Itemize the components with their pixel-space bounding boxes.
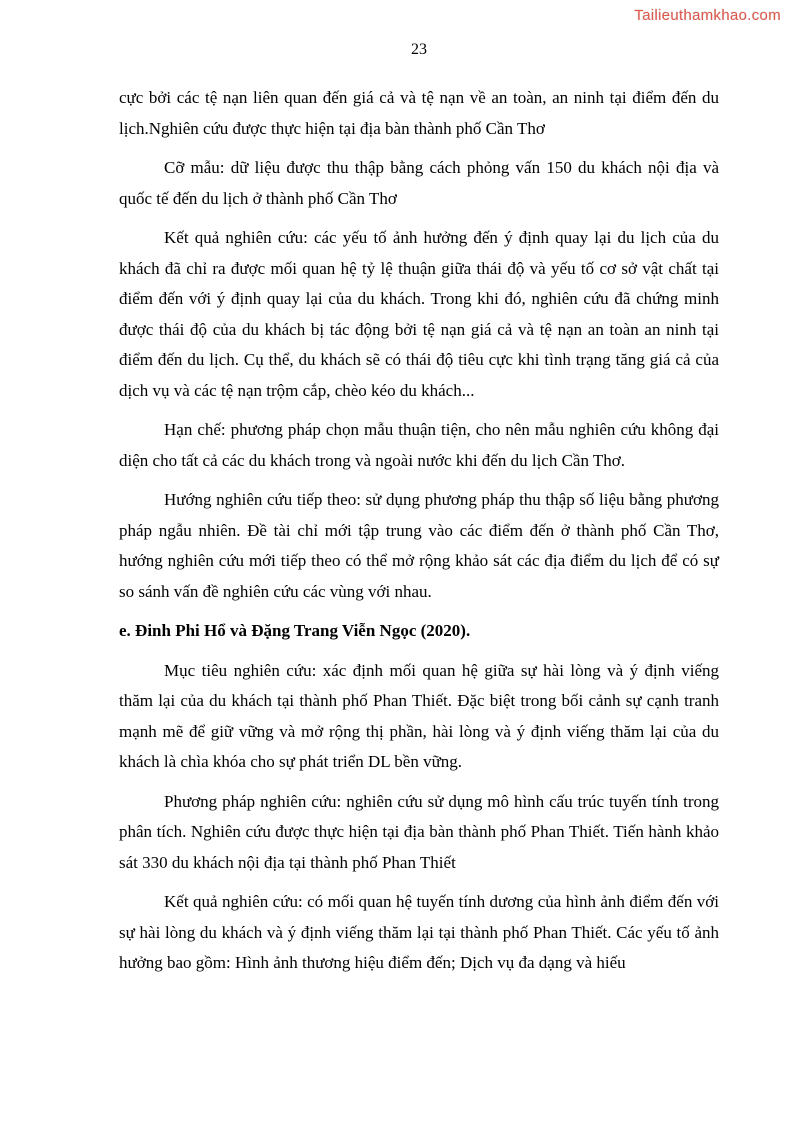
paragraph-research-results-cantho: Kết quả nghiên cứu: các yếu tố ảnh hưởng đến ý định quay lại du lịch của du khách đã chỉ ra được mối quan hệ tỷ lệ thuận giữa thái độ và yếu tố cơ sở vật chất tại điểm đến với ý định quay lại của du khách. Trong khi đó, nghiên cứu đã chứng minh được thái độ của du khách bị tác động bởi tệ nạn giá cả và tệ nạn an toàn an ninh tại điểm đến du lịch. Cụ thể, du khách sẽ có thái độ tiêu cực khi tình trạng tăng giá cả của dịch vụ và các tệ nạn trộm cắp, chèo kéo du khách... (119, 228, 719, 400)
paragraph-research-objective: Mục tiêu nghiên cứu: xác định mối quan hệ giữa sự hài lòng và ý định viếng thăm lại của du khách tại thành phố Phan Thiết. Đặc biệt trong bối cảnh sự cạnh tranh mạnh mẽ để giữ vững và mở rộng thị phần, hài lòng và ý định viếng thăm lại của du khách là chìa khóa cho sự phát triển DL bền vững. (119, 660, 719, 771)
paragraph-limitations: Hạn chế: phương pháp chọn mẫu thuận tiện, cho nên mẫu nghiên cứu không đại diện cho tất cả các du khách trong và ngoài nước khi đến du lịch Cần Thơ. (119, 420, 719, 470)
document-body (119, 83, 719, 988)
paragraph-research-results-phanthiet: Kết quả nghiên cứu: có mối quan hệ tuyến tính dương của hình ảnh điểm đến với sự hài lòng du khách và ý định viếng thăm lại tại thành phố Phan Thiết. Các yếu tố ảnh hưởng bao gồm: Hình ảnh thương hiệu điểm đến; Dịch vụ đa dạng và hiếu (119, 892, 719, 972)
paragraph-research-method: Phương pháp nghiên cứu: nghiên cứu sử dụng mô hình cấu trúc tuyến tính trong phân tích. Nghiên cứu được thực hiện tại địa bàn thành phố Phan Thiết. Tiến hành khảo sát 330 du khách nội địa tại thành phố Phan Thiết (119, 791, 719, 872)
paragraph-continuation: cực bởi các tệ nạn liên quan đến giá cả và tệ nạn về an toàn, an ninh tại điểm đến du lịch.Nghiên cứu được thực hiện tại địa bàn thành phố Cần Thơ (119, 88, 719, 138)
paragraph-future-research: Hướng nghiên cứu tiếp theo: sử dụng phương pháp thu thập số liệu bằng phương pháp ngẫu nhiên. Đề tài chỉ mới tập trung vào các điểm đến ở thành phố Cần Thơ, hướng nghiên cứu mới tiếp theo có thể mở rộng khảo sát các địa điểm du lịch để có sự so sánh vấn đề nghiên cứu các vùng với nhau. (119, 490, 719, 601)
paragraph-sample-size: Cỡ mẫu: dữ liệu được thu thập bằng cách phỏng vấn 150 du khách nội địa và quốc tế đến du lịch ở thành phố Cần Thơ (119, 158, 719, 208)
watermark: Tailieuthamkhao.com (634, 7, 781, 24)
page-number: 23 (411, 41, 427, 58)
section-heading-author: e. Đinh Phi Hổ và Đặng Trang Viễn Ngọc (2020). (119, 621, 471, 640)
